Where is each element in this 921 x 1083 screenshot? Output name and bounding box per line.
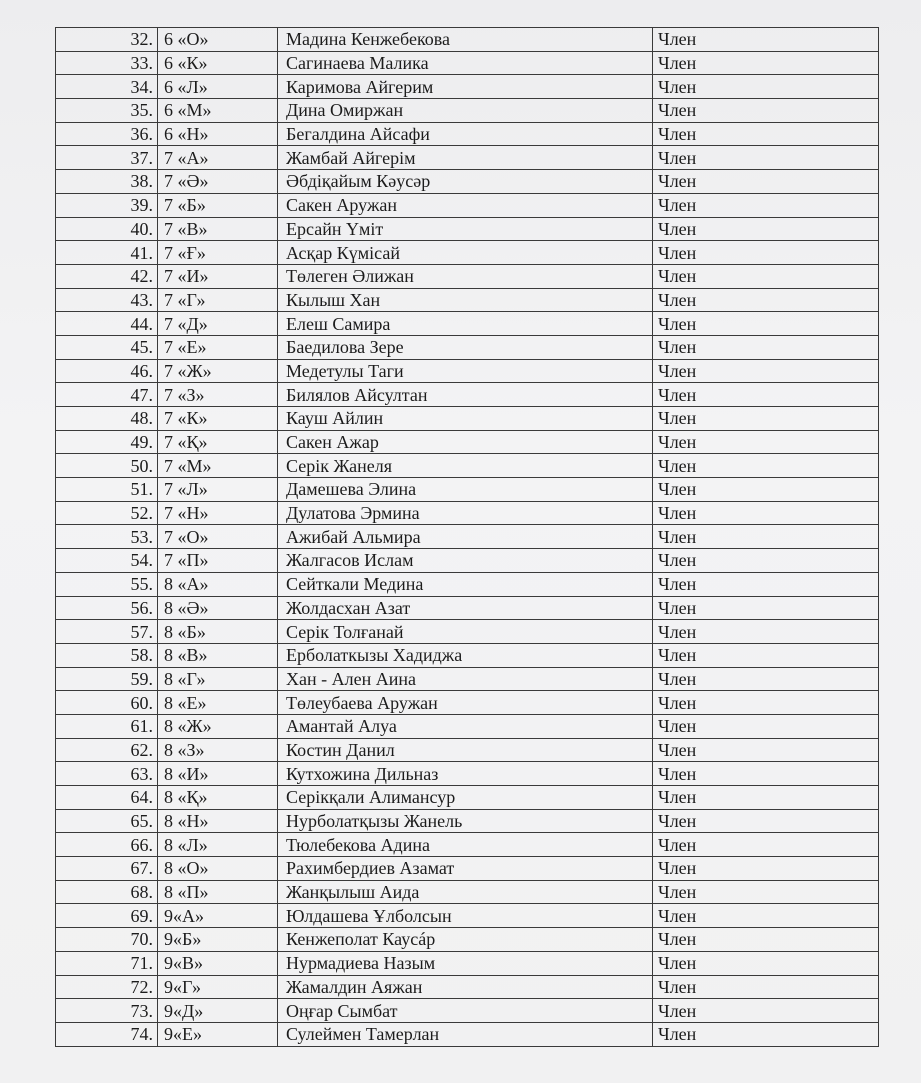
class-cell: 6 «Н» [158,122,278,146]
role-cell: Член [653,99,879,123]
student-name-cell: Ажибай Альмира [278,525,653,549]
student-name-cell: Жамбай Айгерім [278,146,653,170]
table-row [56,1022,879,1046]
student-name-cell: Сакен Ажар [278,430,653,454]
role-cell: Член [653,525,879,549]
role-cell: Член [653,691,879,715]
row-number-cell: 43. [56,288,158,312]
row-number-cell: 48. [56,407,158,431]
role-cell: Член [653,359,879,383]
role-cell: Член [653,122,879,146]
class-cell: 8 «З» [158,738,278,762]
student-name-cell: Жолдасхан Азат [278,596,653,620]
class-cell: 6 «Л» [158,75,278,99]
row-number-cell: 50. [56,454,158,478]
row-number-cell: 70. [56,928,158,952]
student-name-cell: Серікқали Алимансур [278,786,653,810]
table-row [56,549,879,573]
class-cell: 7 «Қ» [158,430,278,454]
table-row [56,951,879,975]
table-row [56,312,879,336]
row-number-cell: 64. [56,786,158,810]
table-row [56,501,879,525]
role-cell: Член [653,383,879,407]
row-number-cell: 46. [56,359,158,383]
student-name-cell: Бегалдина Айсафи [278,122,653,146]
role-cell: Член [653,170,879,194]
row-number-cell: 42. [56,264,158,288]
student-name-cell: Сейткали Медина [278,572,653,596]
table-row [56,430,879,454]
row-number-cell: 38. [56,170,158,194]
class-cell: 9«А» [158,904,278,928]
table-row [56,288,879,312]
role-cell: Член [653,809,879,833]
row-number-cell: 57. [56,620,158,644]
class-cell: 9«Г» [158,975,278,999]
class-cell: 6 «М» [158,99,278,123]
student-name-cell: Сагинаева Малика [278,51,653,75]
role-cell: Член [653,335,879,359]
student-name-cell: Дулатова Эрмина [278,501,653,525]
table-row [56,857,879,881]
role-cell: Член [653,975,879,999]
table-row [56,51,879,75]
student-name-cell: Елеш Самира [278,312,653,336]
class-cell: 7 «А» [158,146,278,170]
table-row [56,359,879,383]
student-name-cell: Медетулы Таги [278,359,653,383]
row-number-cell: 72. [56,975,158,999]
student-name-cell: Дина Омиржан [278,99,653,123]
class-cell: 8 «О» [158,857,278,881]
class-cell: 6 «К» [158,51,278,75]
row-number-cell: 73. [56,999,158,1023]
class-cell: 8 «Б» [158,620,278,644]
row-number-cell: 68. [56,880,158,904]
role-cell: Член [653,833,879,857]
student-name-cell: Жанқылыш Аида [278,880,653,904]
row-number-cell: 69. [56,904,158,928]
table-row [56,809,879,833]
role-cell: Член [653,501,879,525]
row-number-cell: 63. [56,762,158,786]
row-number-cell: 60. [56,691,158,715]
student-name-cell: Кутхожина Дильназ [278,762,653,786]
student-name-cell: Төлеген Әлижан [278,264,653,288]
student-name-cell: Хан - Ален Аина [278,667,653,691]
class-cell: 6 «О» [158,28,278,52]
table-row [56,975,879,999]
student-name-cell: Баедилова Зере [278,335,653,359]
student-name-cell: Асқар Күмісай [278,241,653,265]
role-cell: Член [653,904,879,928]
table-row [56,572,879,596]
table-row [56,454,879,478]
role-cell: Член [653,667,879,691]
role-cell: Член [653,407,879,431]
row-number-cell: 54. [56,549,158,573]
table-row [56,596,879,620]
class-cell: 8 «Г» [158,667,278,691]
class-cell: 8 «Қ» [158,786,278,810]
table-row [56,667,879,691]
role-cell: Член [653,51,879,75]
student-name-cell: Нурмадиева Назым [278,951,653,975]
role-cell: Член [653,75,879,99]
row-number-cell: 49. [56,430,158,454]
role-cell: Член [653,264,879,288]
role-cell: Член [653,241,879,265]
table-row [56,904,879,928]
student-name-cell: Нурболатқызы Жанель [278,809,653,833]
class-cell: 7 «П» [158,549,278,573]
student-name-cell: Билялов Айсултан [278,383,653,407]
row-number-cell: 59. [56,667,158,691]
table-row [56,762,879,786]
table-row [56,264,879,288]
table-row [56,170,879,194]
member-roster-table [55,27,879,1047]
student-name-cell: Сакен Аружан [278,193,653,217]
class-cell: 7 «Л» [158,478,278,502]
role-cell: Член [653,857,879,881]
table-row [56,28,879,52]
role-cell: Член [653,549,879,573]
class-cell: 7 «Г» [158,288,278,312]
class-cell: 7 «В» [158,217,278,241]
role-cell: Член [653,951,879,975]
class-cell: 7 «О» [158,525,278,549]
class-cell: 7 «М» [158,454,278,478]
role-cell: Член [653,643,879,667]
row-number-cell: 67. [56,857,158,881]
role-cell: Член [653,880,879,904]
roster-body [56,28,879,1047]
role-cell: Член [653,217,879,241]
table-row [56,999,879,1023]
class-cell: 9«Б» [158,928,278,952]
role-cell: Член [653,596,879,620]
class-cell: 7 «З» [158,383,278,407]
row-number-cell: 61. [56,714,158,738]
class-cell: 7 «Д» [158,312,278,336]
class-cell: 7 «Ә» [158,170,278,194]
student-name-cell: Дамешева Элина [278,478,653,502]
student-name-cell: Юлдашева Ұлболсын [278,904,653,928]
student-name-cell: Тюлебекова Адина [278,833,653,857]
row-number-cell: 71. [56,951,158,975]
class-cell: 8 «П» [158,880,278,904]
student-name-cell: Амантай Алуа [278,714,653,738]
role-cell: Член [653,620,879,644]
table-row [56,928,879,952]
row-number-cell: 36. [56,122,158,146]
row-number-cell: 40. [56,217,158,241]
student-name-cell: Мадина Кенжебекова [278,28,653,52]
table-row [56,786,879,810]
class-cell: 9«Д» [158,999,278,1023]
student-name-cell: Әбдіқайым Кәусәр [278,170,653,194]
student-name-cell: Рахимбердиев Азамат [278,857,653,881]
student-name-cell: Кылыш Хан [278,288,653,312]
table-row [56,833,879,857]
row-number-cell: 41. [56,241,158,265]
class-cell: 7 «Е» [158,335,278,359]
row-number-cell: 58. [56,643,158,667]
row-number-cell: 32. [56,28,158,52]
row-number-cell: 39. [56,193,158,217]
class-cell: 8 «И» [158,762,278,786]
table-row [56,217,879,241]
class-cell: 7 «И» [158,264,278,288]
row-number-cell: 53. [56,525,158,549]
role-cell: Член [653,430,879,454]
role-cell: Член [653,1022,879,1046]
role-cell: Член [653,738,879,762]
class-cell: 8 «Л» [158,833,278,857]
student-name-cell: Кенжеполат Каусáр [278,928,653,952]
student-name-cell: Оңғар Сымбат [278,999,653,1023]
class-cell: 8 «В» [158,643,278,667]
row-number-cell: 35. [56,99,158,123]
class-cell: 8 «Ж» [158,714,278,738]
student-name-cell: Ерсайн Үміт [278,217,653,241]
student-name-cell: Каримова Айгерим [278,75,653,99]
role-cell: Член [653,288,879,312]
student-name-cell: Жамалдин Аяжан [278,975,653,999]
role-cell: Член [653,786,879,810]
class-cell: 7 «К» [158,407,278,431]
table-row [56,146,879,170]
row-number-cell: 44. [56,312,158,336]
row-number-cell: 52. [56,501,158,525]
role-cell: Член [653,193,879,217]
role-cell: Член [653,146,879,170]
role-cell: Член [653,478,879,502]
row-number-cell: 74. [56,1022,158,1046]
row-number-cell: 56. [56,596,158,620]
row-number-cell: 47. [56,383,158,407]
table-row [56,620,879,644]
class-cell: 7 «Ж» [158,359,278,383]
class-cell: 9«В» [158,951,278,975]
table-row [56,99,879,123]
table-row [56,478,879,502]
student-name-cell: Костин Данил [278,738,653,762]
row-number-cell: 55. [56,572,158,596]
row-number-cell: 66. [56,833,158,857]
class-cell: 9«Е» [158,1022,278,1046]
role-cell: Член [653,454,879,478]
class-cell: 8 «Н» [158,809,278,833]
table-row [56,241,879,265]
table-row [56,193,879,217]
class-cell: 7 «Б» [158,193,278,217]
table-row [56,122,879,146]
row-number-cell: 45. [56,335,158,359]
student-name-cell: Төлеубаева Аружан [278,691,653,715]
class-cell: 7 «Ғ» [158,241,278,265]
row-number-cell: 51. [56,478,158,502]
table-row [56,691,879,715]
student-name-cell: Кауш Айлин [278,407,653,431]
table-row [56,407,879,431]
role-cell: Член [653,928,879,952]
role-cell: Член [653,714,879,738]
row-number-cell: 34. [56,75,158,99]
row-number-cell: 37. [56,146,158,170]
student-name-cell: Ерболаткызы Хадиджа [278,643,653,667]
role-cell: Член [653,999,879,1023]
class-cell: 7 «Н» [158,501,278,525]
role-cell: Член [653,312,879,336]
row-number-cell: 65. [56,809,158,833]
table-row [56,335,879,359]
table-row [56,525,879,549]
table-row [56,75,879,99]
table-row [56,880,879,904]
role-cell: Член [653,572,879,596]
student-name-cell: Серік Толғанай [278,620,653,644]
table-row [56,383,879,407]
student-name-cell: Жалгасов Ислам [278,549,653,573]
table-row [56,643,879,667]
student-name-cell: Сулеймен Тамерлан [278,1022,653,1046]
student-name-cell: Серік Жанеля [278,454,653,478]
role-cell: Член [653,762,879,786]
class-cell: 8 «А» [158,572,278,596]
table-row [56,714,879,738]
row-number-cell: 62. [56,738,158,762]
class-cell: 8 «Е» [158,691,278,715]
row-number-cell: 33. [56,51,158,75]
table-row [56,738,879,762]
class-cell: 8 «Ә» [158,596,278,620]
role-cell: Член [653,28,879,52]
